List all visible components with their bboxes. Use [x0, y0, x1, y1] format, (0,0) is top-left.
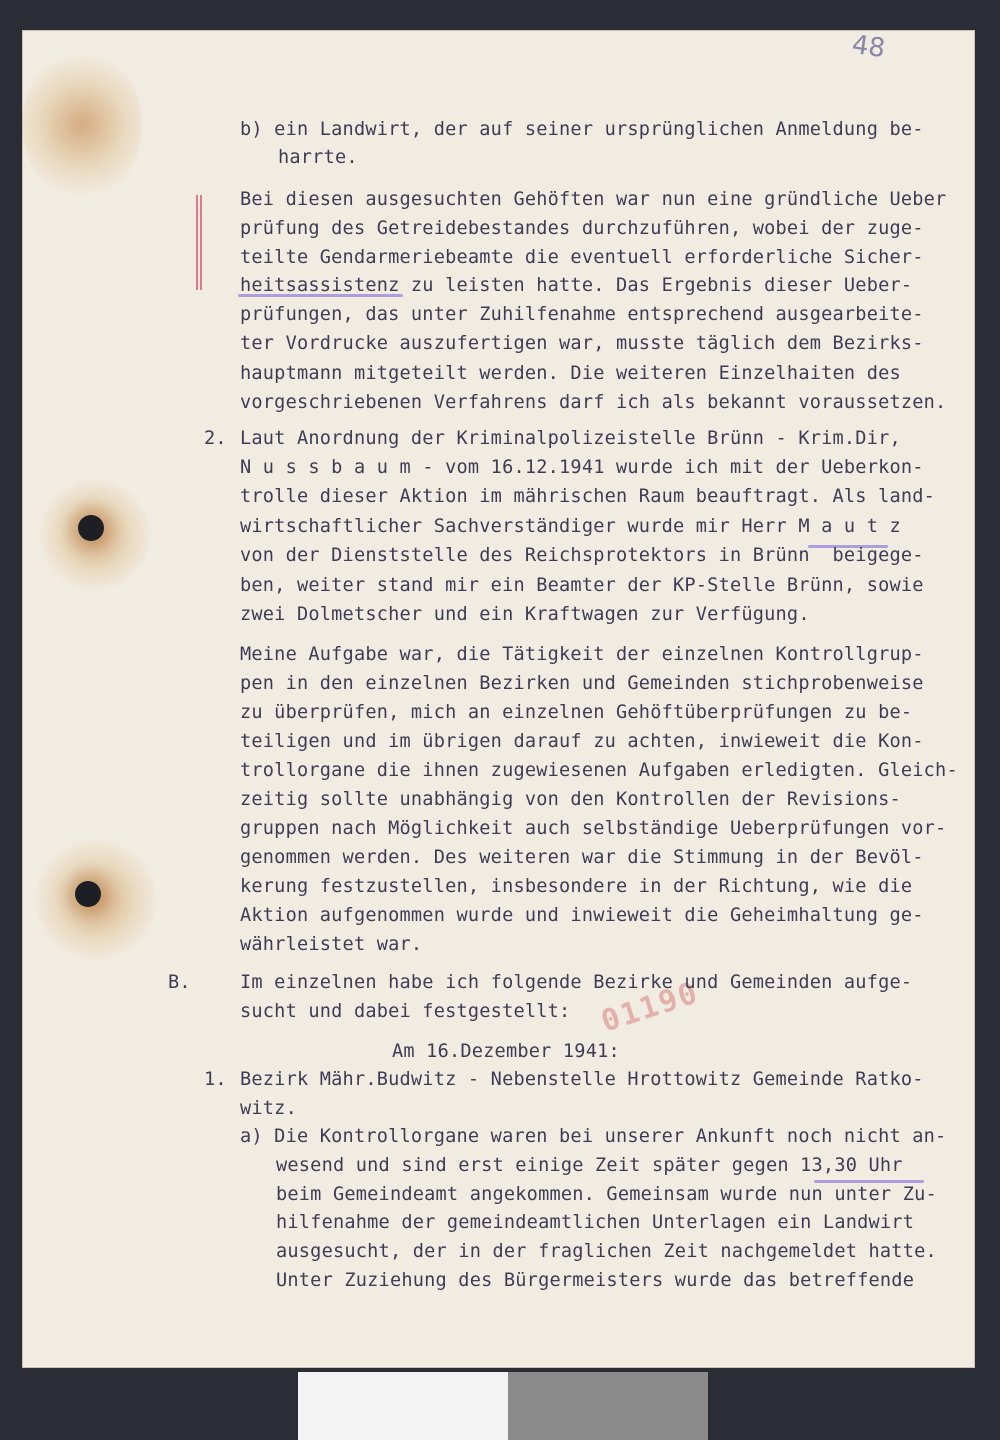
text-line: Im einzelnen habe ich folgende Bezirke und Gemeinden aufge-	[240, 972, 913, 993]
burn-stain	[22, 50, 142, 200]
text-line: kerung festzustellen, insbesondere in der Richtung, wie die	[240, 876, 913, 897]
text-line: Laut Anordnung der Kriminalpolizeistelle Brünn - Krim.Dir,	[240, 428, 901, 449]
text-line: genommen werden. Des weiteren war die Stimmung in der Bevöl-	[240, 847, 924, 868]
text-line: Unter Zuziehung des Bürgermeisters wurde das betreffende	[276, 1270, 915, 1291]
punch-hole	[78, 515, 104, 541]
text-line: Meine Aufgabe war, die Tätigkeit der einzelnen Kontrollgrup-	[240, 644, 924, 665]
list-number: 2.	[204, 428, 227, 449]
text-line: pen in den einzelnen Bezirken und Gemeinden stichprobenweise	[240, 673, 924, 694]
text-line: harrte.	[278, 147, 358, 168]
date-heading: Am 16.Dezember 1941:	[392, 1041, 620, 1062]
text-line: Bei diesen ausgesuchten Gehöften war nun eine gründliche Ueber	[240, 189, 947, 210]
text-line: Bezirk Mähr.Budwitz - Nebenstelle Hrottowitz Gemeinde Ratko-	[240, 1069, 924, 1090]
text-line: ter Vordrucke auszufertigen war, musste täglich dem Bezirks-	[240, 333, 924, 354]
text-line: prüfung des Getreidebestandes durchzuführen, wobei der zuge-	[240, 218, 924, 239]
text-line: teilte Gendarmeriebeamte die eventuell erforderliche Sicher-	[240, 247, 924, 268]
text-line: heitsassistenz zu leisten hatte. Das Ergebnis dieser Ueber-	[240, 275, 913, 296]
text-line: beim Gemeindeamt angekommen. Gemeinsam wurde nun unter Zu-	[276, 1184, 937, 1205]
list-number: 1.	[204, 1069, 227, 1090]
text-line: wesend und sind erst einige Zeit später gegen 13,30 Uhr	[276, 1155, 903, 1176]
punch-hole	[75, 881, 101, 907]
text-line: hilfenahme der gemeindeamtlichen Unterlagen ein Landwirt	[276, 1212, 915, 1233]
text-line: trolle dieser Aktion im mährischen Raum beauftragt. Als land-	[240, 486, 936, 507]
text-line: vorgeschriebenen Verfahrens darf ich als bekannt voraussetzen.	[240, 392, 947, 413]
section-letter: B.	[168, 972, 191, 993]
text-line: von der Dienststelle des Reichsprotektors in Brünn beigege-	[240, 545, 924, 566]
pen-underline	[814, 1180, 924, 1183]
text-line: ben, weiter stand mir ein Beamter der KP-Stelle Brünn, sowie	[240, 575, 924, 596]
calibration-patch-gray	[508, 1372, 708, 1440]
text-line: sucht und dabei festgestellt:	[240, 1001, 571, 1022]
stamp: 01190	[597, 975, 704, 1040]
text-line: währleistet war.	[240, 934, 423, 955]
text-line: zeitig sollte unabhängig von den Kontrollen der Revisions-	[240, 789, 901, 810]
text-line: zu überprüfen, mich an einzelnen Gehöftüberprüfungen zu be-	[240, 702, 913, 723]
margin-mark	[196, 195, 198, 290]
text-line: wirtschaftlicher Sachverständiger wurde mir Herr M a u t z	[240, 516, 901, 537]
text-line: witz.	[240, 1098, 297, 1119]
text-line: trollorgane die ihnen zugewiesenen Aufgaben erledigten. Gleich-	[240, 760, 958, 781]
text-line: gruppen nach Möglichkeit auch selbständige Ueberprüfungen vor-	[240, 818, 947, 839]
text-line: zwei Dolmetscher und ein Kraftwagen zur Verfügung.	[240, 604, 810, 625]
text-line: N u s s b a u m - vom 16.12.1941 wurde ich mit der Ueberkon-	[240, 457, 924, 478]
text-line: b) ein Landwirt, der auf seiner ursprünglichen Anmeldung be-	[240, 119, 924, 140]
calibration-patch-light	[298, 1372, 508, 1440]
text-line: teiligen und im übrigen darauf zu achten, inwieweit die Kon-	[240, 731, 924, 752]
text-line: prüfungen, das unter Zuhilfenahme entsprechend ausgearbeite-	[240, 304, 924, 325]
text-line: hauptmann mitgeteilt werden. Die weiteren Einzelhaiten des	[240, 363, 901, 384]
text-line: a) Die Kontrollorgane waren bei unserer Ankunft noch nicht an-	[240, 1126, 947, 1147]
page-number: 48	[850, 29, 888, 65]
text-line: ausgesucht, der in der fraglichen Zeit nachgemeldet hatte.	[276, 1241, 937, 1262]
text-line: Aktion aufgenommen wurde und inwieweit die Geheimhaltung ge-	[240, 905, 924, 926]
